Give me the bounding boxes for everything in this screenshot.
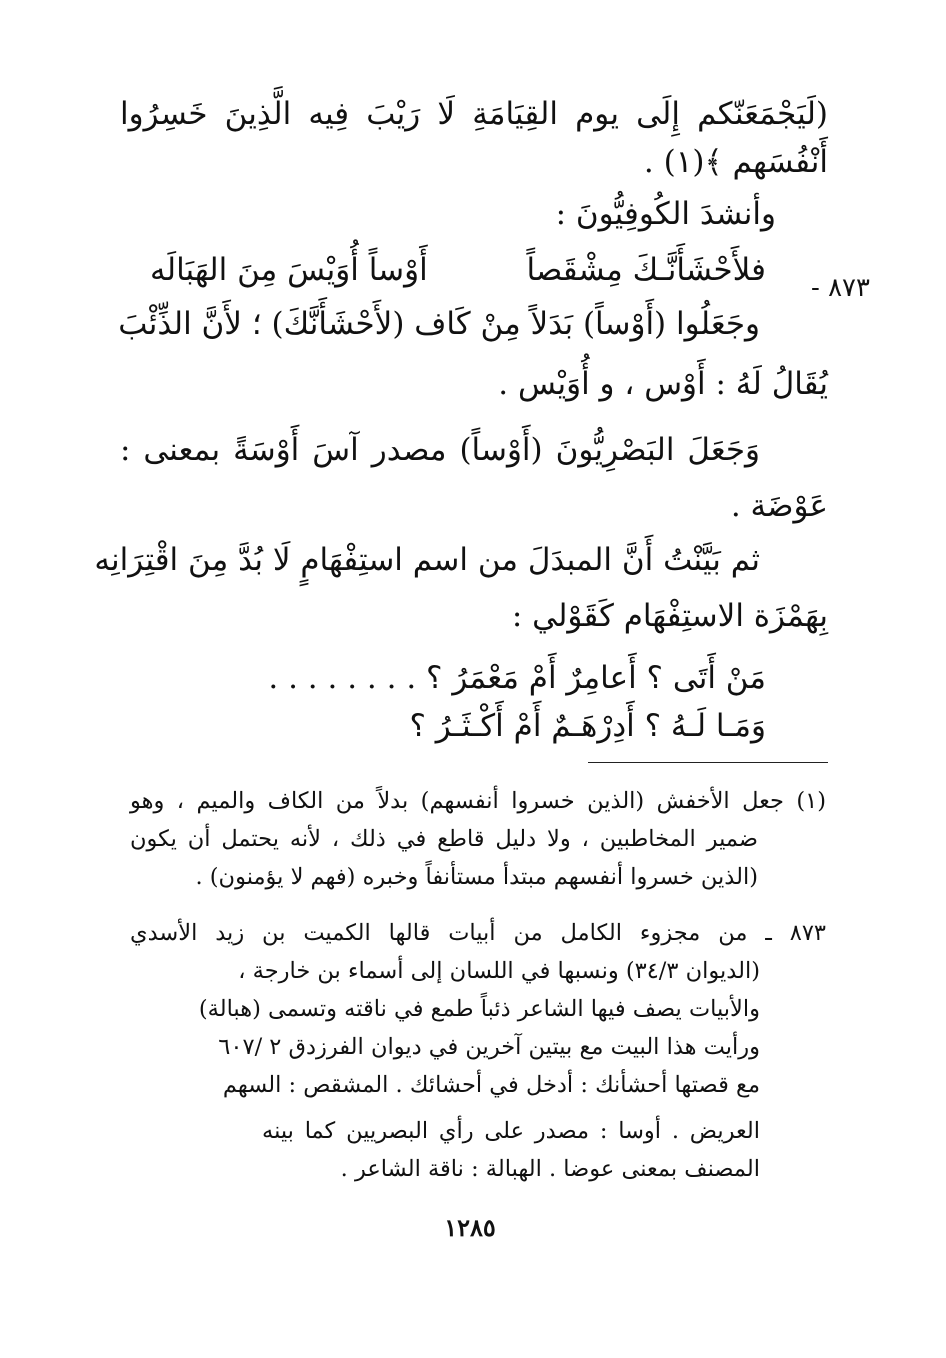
footnote-2-line-6: العريض . أوسا : مصدر على رأي البصريين كما بينه	[262, 1118, 760, 1144]
footnote-2-line-2: (الديوان ٣٤/٣) ونسبها في اللسان إلى أسماء بن خارجة ،	[238, 958, 760, 984]
poem-line-1: مَنْ أَتَى ؟ أَعامِرٌ أَمْ مَعْمَرُ ؟ . . . . . . . .	[268, 660, 766, 696]
footnote-divider	[588, 762, 828, 763]
verse-number: ٨٧٣ -	[811, 273, 870, 303]
text-line-9: ثم بَيَّنْتُ أَنَّ المبدَلَ من اسم استِفْهَامٍ لَا بُدَّ مِنَ اقْتِرَانِه	[94, 542, 760, 578]
verse-873	[150, 248, 766, 292]
text-line-5: وجَعَلُوا (أَوْساً) بَدَلاً مِنْ كَاف (لأَحْشَأَنَّكَ) ؛ لأَنَّ الذِّئْبَ	[118, 306, 760, 342]
footnote-2-line-3: والأبيات يصف فيها الشاعر ذئباً طمع في ناقته وتسمى (هبالة)	[198, 996, 760, 1022]
text-line-6: يُقَالُ لَهُ : أَوْس ، و أُوَيْس .	[498, 366, 828, 402]
footnote-1-line-1: (١) جعل الأخفش (الذين خسروا أنفسهم) بدلاً من الكاف والميم ، وهو	[130, 788, 826, 814]
poem-line-2: وَمَـا لَـهُ ؟ أَدِرْهَـمٌ أَمْ أَكْـثَـرُ ؟	[409, 708, 766, 744]
verse-first-half: فلأَحْشَأَنَّـكَ مِشْقَصاً	[526, 252, 766, 288]
text-line-2: أَنْفُسَهم ﴾(١) .	[643, 144, 828, 180]
page-number: ١٢٨٥	[444, 1213, 496, 1242]
text-line-8: عَوْضَة .	[730, 488, 828, 524]
footnote-1-line-2: ضمير المخاطبين ، ولا دليل قاطع في ذلك ، لأنه يحتمل أن يكون	[130, 826, 758, 852]
footnote-2-line-4: ورأيت هذا البيت مع بيتين آخرين في ديوان الفرزدق ٢ /٦٠٧	[218, 1034, 760, 1060]
text-line-7: وَجَعَلَ البَصْرِيُّونَ (أَوْساً) مصدر آسَ أَوْسَةً بمعنى :	[120, 432, 760, 468]
text-line-10: بِهَمْزَة الاستِفْهَام كَقَوْلي :	[511, 598, 828, 634]
footnote-2-line-7: المصنف بمعنى عوضا . الهبالة : ناقة الشاعر .	[340, 1156, 760, 1182]
footnote-2-line-1: ٨٧٣ ـ من مجزوء الكامل من أبيات قالها الكميت بن زيد الأسدي	[130, 920, 826, 946]
text-line-3: وأنشدَ الكُوفِيُّونَ :	[555, 196, 776, 232]
verse-second-half: أَوْساً أُوَيْسَ مِنَ الهَبَالَه	[150, 252, 428, 288]
text-line-1: (لَيَجْمَعَنّكم إِلَى يوم القِيَامَةِ لَا رَيْبَ فِيه الَّذِينَ خَسِرُوا	[120, 96, 828, 132]
footnote-2-line-5: مع قصتها أحشأنك : أدخل في أحشائك . المشقص : السهم	[222, 1072, 760, 1098]
footnote-1-line-3: (الذين خسروا أنفسهم مبتدأ مستأنفاً وخبره (فهم لا يؤمنون) .	[195, 864, 758, 890]
